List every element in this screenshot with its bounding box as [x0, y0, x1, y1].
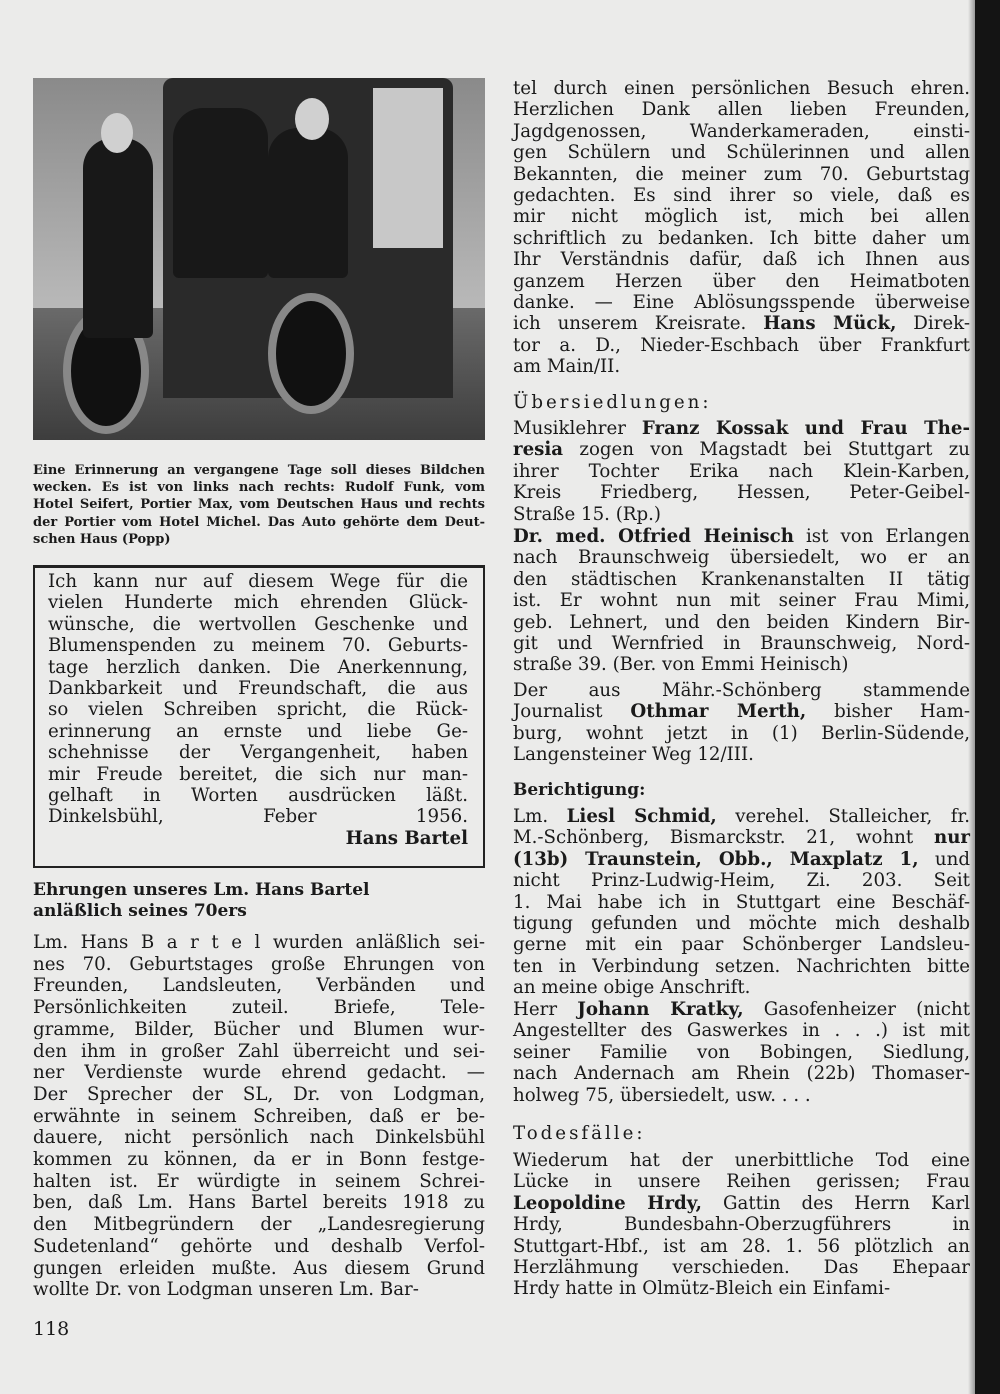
text-line — [33, 954, 485, 976]
text-line — [513, 164, 970, 185]
text-segment: erwähnte in seinem Schreiben, daß er be- — [33, 1105, 485, 1127]
text-segment: ist. Er wohnt nun mit seiner Frau Mimi, — [513, 590, 970, 612]
text-line — [33, 1236, 485, 1258]
text-segment: gen Schülern und Schülerinnen und allen — [513, 142, 970, 164]
text-segment: Lm. — [513, 806, 567, 827]
text-segment: Blumenspenden zu meinem 70. Geburts- — [48, 635, 468, 657]
text-line — [33, 462, 485, 479]
text-segment: Angestellter des Gaswerkes in . . .) ist mit — [513, 1020, 970, 1042]
text-line — [513, 1042, 970, 1063]
person — [268, 128, 348, 278]
text-segment: Journalist — [513, 701, 631, 723]
text-line — [513, 1150, 970, 1171]
text-segment: Gattin des Herrn Karl — [701, 1192, 970, 1214]
text-segment: vielen Hunderte mich ehrenden Glück- — [48, 592, 468, 614]
text-segment: ten in Verbindung setzen. Nachrichten bitte — [513, 955, 970, 977]
text-segment: Persönlichkeiten zuteil. Briefe, Tele- — [33, 997, 485, 1019]
text-line — [513, 439, 970, 460]
section-heading-uebersiedlungen: Übersiedlungen: — [513, 392, 712, 413]
text-line — [513, 806, 970, 827]
text-segment: ich unserem Kreisrate. — [513, 313, 764, 335]
text-segment: Herzlichen Dank allen lieben Freunden, — [513, 99, 970, 121]
text-line — [48, 742, 468, 763]
text-segment: kommen zu können, da er in Bonn festge- — [33, 1149, 485, 1171]
text-line — [33, 1192, 485, 1214]
bold-name: (13b) Traunstein, Obb., Maxplatz 1, — [513, 848, 919, 870]
text-segment: Herr — [513, 999, 578, 1020]
text-line — [513, 271, 970, 292]
text-segment: holweg 75, übersiedelt, usw. . . . — [513, 1084, 811, 1106]
text-line — [33, 1258, 485, 1280]
person — [83, 138, 153, 338]
text-segment: anläßlich seines 70ers — [33, 901, 247, 921]
text-line — [33, 1127, 485, 1149]
text-line — [513, 185, 970, 206]
text-line — [513, 827, 970, 848]
text-line — [513, 142, 970, 163]
text-segment: Hrdy, Bundesbahn-Oberzugführers in — [513, 1214, 970, 1236]
text-line — [513, 292, 970, 313]
text-segment: Stuttgart-Hbf., ist am 28. 1. 56 plötzlich an — [513, 1235, 970, 1257]
text-line — [513, 956, 970, 977]
page-edge — [975, 0, 1000, 1394]
text-line — [513, 228, 970, 249]
bold-name: Leopoldine Hrdy, — [513, 1192, 702, 1214]
text-line — [513, 504, 970, 525]
text-line — [33, 531, 485, 548]
text-segment: der Portier vom Hotel Michel. Das Auto gehörte dem Deut- — [33, 514, 485, 530]
text-line — [513, 633, 970, 654]
text-line — [48, 678, 468, 699]
text-segment: Freunden, Landsleuten, Verbänden und — [33, 975, 485, 997]
text-segment: tage herzlich danken. Die Anerkennung, — [48, 656, 468, 678]
text-line — [33, 514, 485, 531]
text-line — [513, 249, 970, 270]
text-segment: seiner Familie von Bobingen, Siedlung, — [513, 1041, 970, 1063]
text-segment: Der aus Mähr.-Schönberg stammende — [513, 680, 970, 701]
text-line — [513, 1257, 970, 1278]
text-line — [48, 764, 468, 785]
bold-name: Dr. med. Otfried Heinisch — [513, 526, 794, 547]
text-line — [513, 849, 970, 870]
text-segment: Hotel Seifert, Portier Max, vom Deutschen Haus und rechts — [33, 497, 485, 513]
text-segment: so vielen Schreiben spricht, die Rück- — [48, 699, 468, 721]
text-segment: schen Haus (Popp) — [33, 531, 171, 547]
text-segment: dauere, nicht persönlich nach Dinkelsbühl — [33, 1127, 485, 1149]
text-line — [33, 1214, 485, 1236]
text-line — [33, 1019, 485, 1041]
text-line — [513, 1063, 970, 1084]
text-line — [513, 482, 970, 503]
text-segment: straße 39. (Ber. von Emmi Heinisch) — [513, 654, 849, 676]
text-line — [513, 1171, 970, 1192]
text-segment: ben, daß Lm. Hans Bartel bereits 1918 zu — [33, 1192, 485, 1214]
text-line — [513, 723, 970, 744]
bold-name: Othmar Merth, — [630, 701, 807, 723]
text-segment: Musiklehrer — [513, 418, 642, 439]
text-line — [48, 721, 468, 742]
text-segment: Gasofenheizer (nicht — [743, 999, 970, 1020]
text-segment: gungen erleiden mußte. Aus diesem Grund — [33, 1257, 485, 1279]
text-line — [48, 614, 468, 635]
text-segment: M.-Schönberg, Bismarckstr. 21, wohnt — [513, 827, 934, 849]
wheel — [268, 293, 354, 414]
text-line — [513, 356, 970, 377]
text-line — [48, 785, 468, 806]
text-segment: verehel. Stalleicher, fr. — [716, 806, 970, 827]
text-line — [513, 569, 970, 590]
photo-caption — [33, 462, 485, 548]
bold-name: Hans Bartel — [345, 827, 468, 849]
text-segment: tel durch einen persönlichen Besuch ehren. — [513, 78, 970, 99]
text-line — [513, 977, 970, 998]
bold-name: Johann Kratky, — [577, 999, 744, 1020]
text-segment: Lücke in unsere Reihen gerissen; Frau — [513, 1171, 970, 1193]
entry-kossak — [513, 418, 970, 525]
text-segment: Dankbarkeit und Freundschaft, die aus — [48, 678, 468, 700]
continuation-text — [513, 78, 970, 378]
text-line — [513, 1236, 970, 1257]
text-line — [513, 206, 970, 227]
thank-you-notice-text — [48, 571, 468, 849]
text-line — [513, 999, 970, 1020]
text-segment: Wiederum hat der unerbittliche Tod eine — [513, 1150, 970, 1171]
text-line — [513, 870, 970, 891]
text-line — [48, 806, 468, 827]
text-segment: 1. Mai habe ich in Stuttgart eine Beschäf- — [513, 891, 970, 913]
text-line — [33, 932, 485, 954]
text-segment: Sudetenland“ gehörte und deshalb Verfol- — [33, 1235, 485, 1257]
text-segment: an meine obige Anschrift. — [513, 977, 751, 999]
text-segment: und — [918, 848, 970, 870]
text-line — [513, 526, 970, 547]
text-segment: wünsche, die wertvollen Geschenke und — [48, 613, 468, 635]
text-line — [48, 828, 468, 849]
text-line — [513, 335, 970, 356]
text-segment: halten ist. Er würdigte in seinem Schrei- — [33, 1170, 485, 1192]
text-line — [513, 1214, 970, 1235]
text-segment: Langensteiner Weg 12/III. — [513, 744, 754, 766]
text-line — [513, 1085, 970, 1106]
text-segment: erinnerung an ernste und liebe Ge- — [48, 720, 468, 742]
text-segment: schehnisse der Vergangenheit, haben — [48, 742, 468, 764]
bold-name: resia — [513, 439, 564, 461]
text-line — [513, 99, 970, 120]
text-line — [33, 479, 485, 496]
entry-merth — [513, 680, 970, 766]
text-line — [513, 913, 970, 934]
text-segment: gerne mit ein paar Schönberger Landsleu- — [513, 934, 970, 956]
text-segment: burg, wohnt jetzt in (1) Berlin-Südende, — [513, 722, 970, 744]
text-line — [33, 975, 485, 997]
text-segment: Bekannten, die meiner zum 70. Geburtstag — [513, 163, 970, 185]
bold-name: Hans Mück, — [763, 313, 897, 335]
text-line — [513, 744, 970, 765]
text-segment: Lm. Hans B a r t e l wurden anläßlich sei- — [33, 932, 485, 953]
text-segment: tor a. D., Nieder-Eschbach über Frankfurt — [513, 334, 970, 356]
text-line — [513, 590, 970, 611]
text-line — [33, 901, 413, 922]
text-line — [513, 934, 970, 955]
text-segment: ihrer Tochter Erika nach Klein-Karben, — [513, 460, 970, 482]
bold-name: Franz Kossak und Frau The- — [641, 418, 971, 439]
text-segment: Herzlähmung verschieden. Das Ehepaar — [513, 1257, 970, 1279]
historic-photo-car — [33, 78, 485, 440]
text-line — [513, 1020, 970, 1041]
text-segment: zogen von Magstadt bei Stuttgart zu — [563, 439, 970, 461]
text-segment: mir Freude bereitet, die sich nur man- — [48, 763, 468, 785]
text-line — [48, 657, 468, 678]
section-heading-todesfaelle: Todesfälle: — [513, 1123, 646, 1144]
text-line — [33, 1106, 485, 1128]
text-segment: den Mitbegründern der „Landesregierung — [33, 1214, 485, 1236]
text-segment: den ihm in großer Zahl überreicht und sei- — [33, 1040, 485, 1062]
text-line — [513, 680, 970, 701]
page-number: 118 — [33, 1318, 70, 1340]
text-segment: Eine Erinnerung an vergangene Tage soll dieses Bildchen — [33, 463, 485, 478]
text-segment: git und Wernfried in Braunschweig, Nord- — [513, 633, 970, 655]
text-segment: nes 70. Geburtstages große Ehrungen von — [33, 953, 485, 975]
text-line — [33, 880, 413, 901]
text-segment: wollte Dr. von Lodgman unseren Lm. Bar- — [33, 1279, 419, 1301]
text-line — [513, 701, 970, 722]
text-line — [33, 496, 485, 513]
entry-hrdy — [513, 1150, 970, 1300]
bold-name: nur — [933, 827, 970, 849]
text-line — [513, 78, 970, 99]
text-segment: bisher Ham- — [806, 701, 971, 723]
entry-heinisch — [513, 526, 970, 676]
text-segment: geb. Lehnert, und den beiden Kindern Bir- — [513, 611, 970, 633]
text-segment: Ehrungen unseres Lm. Hans Bartel — [33, 880, 370, 900]
text-segment: wecken. Es ist von links nach rechts: Rudolf Funk, vom — [33, 480, 485, 496]
text-segment: tigung gefunden und möchte mich deshalb — [513, 913, 970, 935]
text-line — [48, 571, 468, 592]
text-line — [33, 1279, 485, 1301]
text-segment: nicht Prinz-Ludwig-Heim, Zi. 203. Seit — [513, 870, 970, 892]
text-line — [513, 892, 970, 913]
text-segment: Kreis Friedberg, Hessen, Peter-Geibel- — [513, 482, 970, 504]
text-segment: Straße 15. (Rp.) — [513, 503, 662, 525]
text-line — [33, 1149, 485, 1171]
text-line — [513, 547, 970, 568]
text-segment: am Main/II. — [513, 356, 621, 378]
entry-schmid — [513, 806, 970, 999]
text-segment: danke. — Eine Ablösungsspende überweise — [513, 292, 970, 314]
text-line — [33, 1171, 485, 1193]
text-line — [48, 699, 468, 720]
text-line — [513, 418, 970, 439]
entry-kratky — [513, 999, 970, 1106]
text-line — [513, 313, 970, 334]
text-line — [513, 121, 970, 142]
text-line — [513, 612, 970, 633]
text-segment: ganzem Herzen über den Heimatboten — [513, 270, 970, 292]
text-segment: Hrdy hatte in Olmütz-Bleich ein Einfami- — [513, 1278, 891, 1300]
text-line — [513, 461, 970, 482]
text-segment: den städtischen Krankenanstalten II tätig — [513, 568, 970, 590]
article-title — [33, 880, 413, 922]
article-body — [33, 932, 485, 1301]
text-segment: schriftlich zu bedanken. Ich bitte daher um — [513, 227, 970, 249]
text-line — [513, 1193, 970, 1214]
text-segment: gedachten. Es sind ihrer so viele, daß es — [513, 185, 970, 207]
text-segment: gramme, Bilder, Bücher und Blumen wur- — [33, 1018, 485, 1040]
text-segment: ner Verdienste wurde ehrend gedacht. — — [33, 1062, 485, 1084]
person — [173, 108, 268, 278]
text-line — [33, 1062, 485, 1084]
text-line — [33, 997, 485, 1019]
text-segment: nach Braunschweig übersiedelt, wo er an — [513, 547, 970, 569]
text-segment: mir nicht möglich ist, mich bei allen — [513, 206, 970, 228]
text-line — [48, 635, 468, 656]
text-segment: Ihr Verständnis dafür, daß ich Ihnen aus — [513, 249, 970, 271]
text-segment: nach Andernach am Rhein (22b) Thomaser- — [513, 1063, 970, 1085]
text-segment: Der Sprecher der SL, Dr. von Lodgman, — [33, 1083, 485, 1105]
text-segment: Direk- — [896, 313, 971, 335]
text-line — [513, 654, 970, 675]
text-line — [33, 1084, 485, 1106]
text-segment: Jagdgenossen, Wanderkameraden, einsti- — [513, 120, 970, 142]
bold-name: Liesl Schmid, — [566, 806, 717, 827]
text-line — [33, 1041, 485, 1063]
text-segment: gelhaft in Worten ausdrücken läßt. — [48, 785, 468, 807]
section-heading-berichtigung: Berichtigung: — [513, 780, 646, 800]
text-line — [513, 1278, 970, 1299]
text-segment: Dinkelsbühl, Feber 1956. — [48, 806, 468, 828]
text-segment: Ich kann nur auf diesem Wege für die — [48, 571, 468, 592]
text-segment: ist von Erlangen — [793, 526, 970, 547]
text-line — [48, 592, 468, 613]
